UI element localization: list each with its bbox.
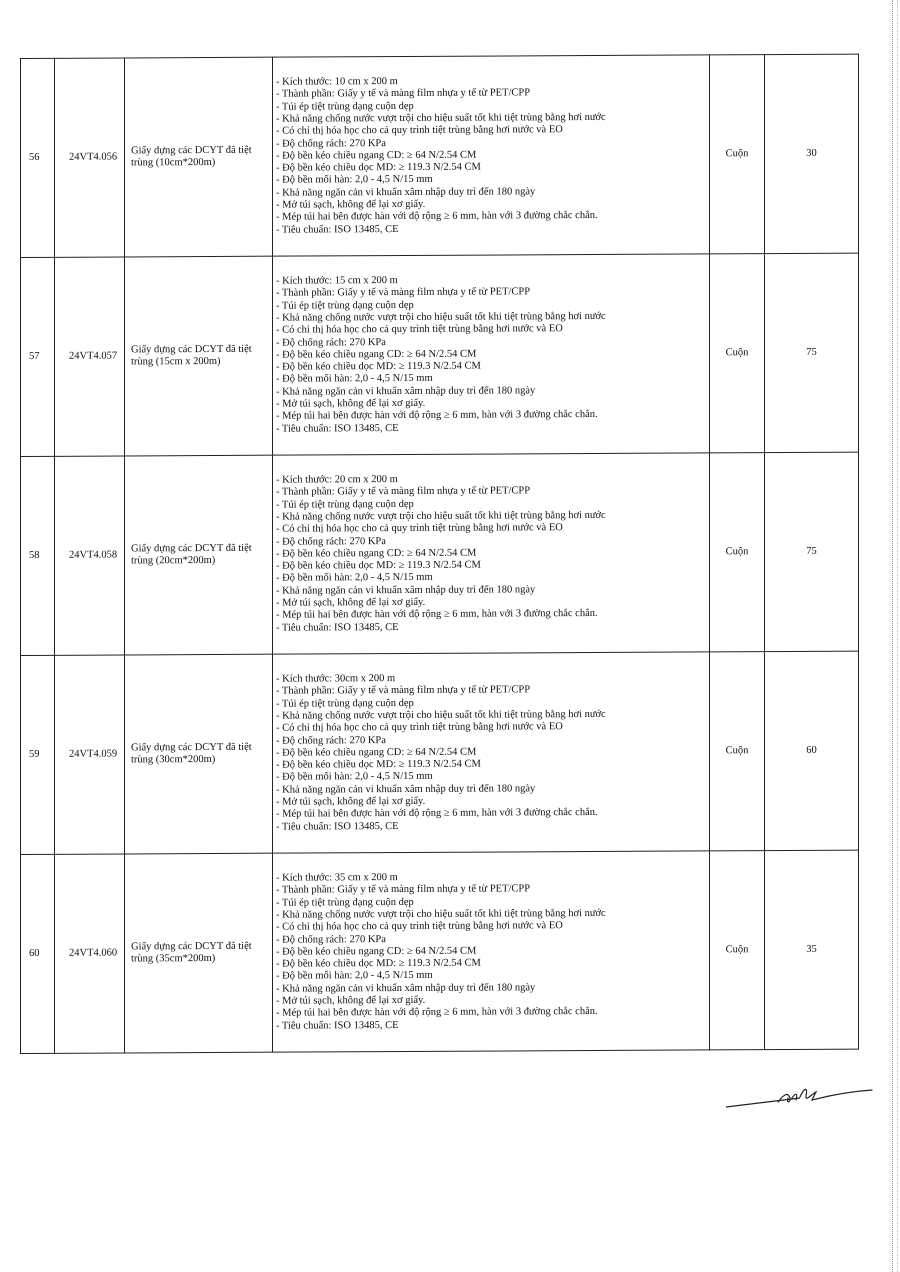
item-specs — [273, 453, 710, 654]
item-unit: Cuộn — [710, 652, 765, 851]
spec-line: - Tiêu chuẩn: ISO 13485, CE — [276, 1019, 399, 1032]
item-specs — [273, 254, 710, 455]
spec-line: - Kích thước: 30cm x 200 m — [276, 673, 396, 685]
item-code: 24VT4.058 — [55, 456, 125, 655]
spec-line: - Độ chống rách: 270 KPa — [276, 535, 386, 548]
spec-line: - Độ bền kéo chiều ngang CD: ≥ 64 N/2.54 CM — [276, 149, 477, 162]
spec-line: - Khả năng chống nước vượt trội cho hiệu suất tốt khi tiệt trùng bằng hơi nước — [276, 509, 606, 523]
spec-line: - Mở túi sạch, không để lại xơ giấy. — [276, 596, 426, 609]
spec-line: - Tiêu chuẩn: ISO 13485, CE — [276, 422, 399, 435]
spec-line: - Mở túi sạch, không để lại xơ giấy. — [276, 994, 426, 1007]
spec-line: - Thành phần: Giấy y tế và màng film nhựa y tế từ PET/CPP — [276, 485, 531, 499]
row-number: 58 — [21, 456, 55, 655]
spec-line: - Mép túi hai bên được hàn với độ rộng ≥ 6 mm, hàn với 3 đường chắc chắn. — [276, 1006, 598, 1019]
spec-line: - Có chỉ thị hóa học cho cả quy trình tiệt trùng bằng hơi nước và EO — [276, 323, 563, 336]
item-unit: Cuộn — [710, 254, 765, 453]
item-code: 24VT4.059 — [55, 655, 125, 854]
spec-line: - Độ bền mối hàn: 2,0 - 4,5 N/15 mm — [276, 373, 433, 386]
item-specs — [273, 55, 710, 256]
spec-line: - Độ bền kéo chiều ngang CD: ≥ 64 N/2.54 CM — [276, 945, 477, 958]
spec-line: - Độ bền mối hàn: 2,0 - 4,5 N/15 mm — [276, 174, 433, 187]
spec-line: - Khả năng ngăn cản vi khuẩn xâm nhập duy trì đến 180 ngày — [276, 584, 536, 597]
spec-line: - Tiêu chuẩn: ISO 13485, CE — [276, 223, 399, 236]
spec-line: - Túi ép tiệt trùng dạng cuộn dẹp — [276, 697, 414, 710]
item-specs — [273, 851, 710, 1052]
item-quantity: 60 — [765, 651, 859, 850]
spec-line: - Thành phần: Giấy y tế và màng film nhựa y tế từ PET/CPP — [276, 286, 531, 300]
spec-line: - Độ bền mối hàn: 2,0 - 4,5 N/15 mm — [276, 771, 433, 784]
spec-line: - Khả năng chống nước vượt trội cho hiệu suất tốt khi tiệt trùng bằng hơi nước — [276, 907, 606, 921]
spec-line: - Độ chống rách: 270 KPa — [276, 734, 386, 747]
spec-line: - Độ bền kéo chiều dọc MD: ≥ 119.3 N/2.54 CM — [276, 161, 481, 174]
table-row — [21, 651, 859, 854]
row-number: 56 — [21, 58, 55, 257]
spec-line: - Thành phần: Giấy y tế và màng film nhựa y tế từ PET/CPP — [276, 684, 531, 698]
spec-line: - Độ bền kéo chiều dọc MD: ≥ 119.3 N/2.54 CM — [276, 758, 481, 771]
spec-line: - Thành phần: Giấy y tế và màng film nhựa y tế từ PET/CPP — [276, 87, 531, 101]
spec-line: - Độ bền kéo chiều ngang CD: ≥ 64 N/2.54 CM — [276, 348, 477, 361]
spec-line: - Mép túi hai bên được hàn với độ rộng ≥ 6 mm, hàn với 3 đường chắc chắn. — [276, 807, 598, 820]
spec-line: - Mở túi sạch, không để lại xơ giấy. — [276, 397, 426, 410]
spec-line: - Độ chống rách: 270 KPa — [276, 137, 386, 150]
spec-line: - Khả năng ngăn cản vi khuẩn xâm nhập duy trì đến 180 ngày — [276, 385, 536, 398]
spec-line: - Mép túi hai bên được hàn với độ rộng ≥ 6 mm, hàn với 3 đường chắc chắn. — [276, 608, 598, 621]
spec-line: - Khả năng chống nước vượt trội cho hiệu suất tốt khi tiệt trùng bằng hơi nước — [276, 310, 606, 324]
spec-line: - Độ chống rách: 270 KPa — [276, 336, 386, 349]
spec-line: - Mép túi hai bên được hàn với độ rộng ≥ 6 mm, hàn với 3 đường chắc chắn. — [276, 409, 598, 422]
spec-line: - Mở túi sạch, không để lại xơ giấy. — [276, 198, 426, 211]
item-quantity: 75 — [765, 253, 859, 452]
spec-line: - Túi ép tiệt trùng dạng cuộn dẹp — [276, 299, 414, 312]
row-number: 60 — [21, 854, 55, 1053]
spec-line: - Tiêu chuẩn: ISO 13485, CE — [276, 820, 399, 833]
spec-line: - Kích thước: 10 cm x 200 m — [276, 76, 398, 88]
spec-line: - Thành phần: Giấy y tế và màng film nhựa y tế từ PET/CPP — [276, 883, 531, 897]
spec-line: - Khả năng ngăn cản vi khuẩn xâm nhập duy trì đến 180 ngày — [276, 783, 536, 796]
specs-table — [20, 54, 859, 1054]
spec-line: - Có chỉ thị hóa học cho cả quy trình tiệt trùng bằng hơi nước và EO — [276, 124, 563, 137]
spec-line: - Độ chống rách: 270 KPa — [276, 933, 386, 946]
spec-line: - Kích thước: 15 cm x 200 m — [276, 275, 398, 287]
spec-line: - Độ bền kéo chiều dọc MD: ≥ 119.3 N/2.54 CM — [276, 360, 481, 373]
item-code: 24VT4.060 — [55, 854, 125, 1053]
spec-line: - Có chỉ thị hóa học cho cả quy trình tiệt trùng bằng hơi nước và EO — [276, 920, 563, 933]
spec-line: - Túi ép tiệt trùng dạng cuộn dẹp — [276, 498, 414, 511]
item-name: Giấy dựng các DCYT đã tiệt trùng (15cm x 200m) — [125, 256, 273, 456]
spec-line: - Mép túi hai bên được hàn với độ rộng ≥ 6 mm, hàn với 3 đường chắc chắn. — [276, 210, 598, 223]
spec-line: - Mở túi sạch, không để lại xơ giấy. — [276, 795, 426, 808]
item-unit: Cuộn — [710, 851, 765, 1050]
spec-line: - Khả năng ngăn cản vi khuẩn xâm nhập duy trì đến 180 ngày — [276, 186, 536, 199]
spec-line: - Kích thước: 20 cm x 200 m — [276, 474, 398, 486]
item-unit: Cuộn — [710, 453, 765, 652]
row-number: 59 — [21, 655, 55, 854]
spec-line: - Kích thước: 35 cm x 200 m — [276, 872, 398, 884]
table-row — [21, 452, 859, 655]
item-name: Giấy dựng các DCYT đã tiệt trùng (35cm*200m) — [125, 853, 273, 1053]
row-number: 57 — [21, 257, 55, 456]
spec-line: - Độ bền kéo chiều dọc MD: ≥ 119.3 N/2.54 CM — [276, 559, 481, 572]
spec-line: - Túi ép tiệt trùng dạng cuộn dẹp — [276, 896, 414, 909]
table-row — [21, 253, 859, 456]
spec-line: - Độ bền mối hàn: 2,0 - 4,5 N/15 mm — [276, 970, 433, 983]
spec-line: - Độ bền mối hàn: 2,0 - 4,5 N/15 mm — [276, 572, 433, 585]
table-body — [21, 54, 859, 1053]
spec-line: - Có chỉ thị hóa học cho cả quy trình tiệt trùng bằng hơi nước và EO — [276, 721, 563, 734]
spec-line: - Khả năng ngăn cản vi khuẩn xâm nhập duy trì đến 180 ngày — [276, 982, 536, 995]
item-specs — [273, 652, 710, 853]
spec-line: - Có chỉ thị hóa học cho cả quy trình tiệt trùng bằng hơi nước và EO — [276, 522, 563, 535]
item-quantity: 30 — [765, 54, 859, 253]
spec-line: - Khả năng chống nước vượt trội cho hiệu suất tốt khi tiệt trùng bằng hơi nước — [276, 111, 606, 125]
table-row — [21, 850, 859, 1053]
spec-line: - Độ bền kéo chiều ngang CD: ≥ 64 N/2.54 CM — [276, 547, 477, 560]
spec-line: - Khả năng chống nước vượt trội cho hiệu suất tốt khi tiệt trùng bằng hơi nước — [276, 708, 606, 722]
item-name: Giấy dựng các DCYT đã tiệt trùng (10cm*200m) — [125, 57, 273, 257]
spec-line: - Độ bền kéo chiều ngang CD: ≥ 64 N/2.54 CM — [276, 746, 477, 759]
spec-line: - Độ bền kéo chiều dọc MD: ≥ 119.3 N/2.54 CM — [276, 957, 481, 970]
table-row — [21, 54, 859, 257]
item-code: 24VT4.057 — [55, 257, 125, 456]
item-unit: Cuộn — [710, 55, 765, 254]
handwritten-signature — [722, 1076, 878, 1116]
scan-edge-line — [892, 0, 898, 1272]
item-quantity: 75 — [765, 452, 859, 651]
spec-line: - Tiêu chuẩn: ISO 13485, CE — [276, 621, 399, 634]
spec-line: - Túi ép tiệt trùng dạng cuộn dẹp — [276, 100, 414, 113]
item-quantity: 35 — [765, 850, 859, 1049]
item-name: Giấy dựng các DCYT đã tiệt trùng (20cm*200m) — [125, 455, 273, 655]
item-code: 24VT4.056 — [55, 58, 125, 257]
item-name: Giấy dựng các DCYT đã tiệt trùng (30cm*200m) — [125, 654, 273, 854]
